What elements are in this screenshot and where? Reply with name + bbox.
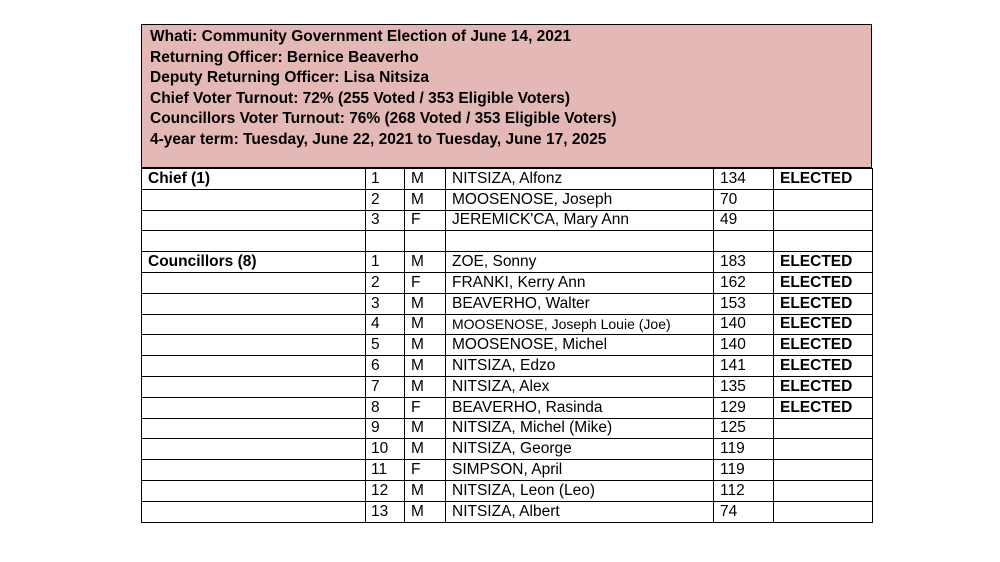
table-row bbox=[142, 252, 873, 273]
table-row bbox=[142, 418, 873, 439]
votes-cell: 125 bbox=[714, 418, 774, 439]
candidate-name-cell: NITSIZA, Alfonz bbox=[446, 169, 714, 190]
votes-cell: 140 bbox=[714, 335, 774, 356]
position-cell bbox=[142, 376, 366, 397]
ballot-number-cell: 2 bbox=[366, 189, 405, 210]
gender-cell: M bbox=[405, 189, 446, 210]
table-row bbox=[142, 356, 873, 377]
votes-cell: 140 bbox=[714, 314, 774, 335]
votes-cell: 141 bbox=[714, 356, 774, 377]
candidate-name-cell: BEAVERHO, Walter bbox=[446, 293, 714, 314]
status-cell: ELECTED bbox=[774, 252, 873, 273]
status-cell: ELECTED bbox=[774, 293, 873, 314]
position-cell bbox=[142, 439, 366, 460]
votes-cell bbox=[714, 231, 774, 252]
status-cell: ELECTED bbox=[774, 376, 873, 397]
gender-cell: F bbox=[405, 397, 446, 418]
gender-cell: F bbox=[405, 210, 446, 231]
table-row bbox=[142, 272, 873, 293]
votes-cell: 119 bbox=[714, 439, 774, 460]
votes-cell: 49 bbox=[714, 210, 774, 231]
election-title: Whati: Community Government Election of June 14, 2021 bbox=[150, 28, 572, 45]
ballot-number-cell: 3 bbox=[366, 293, 405, 314]
votes-cell: 70 bbox=[714, 189, 774, 210]
gender-cell bbox=[405, 231, 446, 252]
candidate-name-cell: NITSIZA, George bbox=[446, 439, 714, 460]
ballot-number-cell: 8 bbox=[366, 397, 405, 418]
election-results-sheet bbox=[141, 24, 872, 523]
gender-cell: M bbox=[405, 376, 446, 397]
gender-cell: M bbox=[405, 418, 446, 439]
table-row bbox=[142, 376, 873, 397]
term-dates: 4-year term: Tuesday, June 22, 2021 to Tuesday, June 17, 2025 bbox=[150, 130, 607, 148]
status-cell bbox=[774, 439, 873, 460]
status-cell bbox=[774, 460, 873, 481]
candidate-name-cell bbox=[446, 231, 714, 252]
position-cell bbox=[142, 480, 366, 501]
returning-officer: Returning Officer: Bernice Beaverho bbox=[150, 48, 419, 66]
results-table bbox=[141, 168, 873, 523]
candidate-name-cell: NITSIZA, Edzo bbox=[446, 356, 714, 377]
table-row bbox=[142, 501, 873, 522]
position-cell bbox=[142, 335, 366, 356]
gender-cell: M bbox=[405, 314, 446, 335]
gender-cell: M bbox=[405, 480, 446, 501]
candidate-name-cell: BEAVERHO, Rasinda bbox=[446, 397, 714, 418]
table-row bbox=[142, 439, 873, 460]
table-row bbox=[142, 397, 873, 418]
table-row bbox=[142, 293, 873, 314]
table-row bbox=[142, 231, 873, 252]
ballot-number-cell: 7 bbox=[366, 376, 405, 397]
deputy-returning-officer: Deputy Returning Officer: Lisa Nitsiza bbox=[150, 69, 430, 86]
election-info-header bbox=[141, 24, 872, 168]
position-cell: Councillors (8) bbox=[142, 252, 366, 273]
position-cell bbox=[142, 397, 366, 418]
position-cell bbox=[142, 210, 366, 231]
ballot-number-cell: 12 bbox=[366, 480, 405, 501]
ballot-number-cell: 6 bbox=[366, 356, 405, 377]
ballot-number-cell: 13 bbox=[366, 501, 405, 522]
position-cell: Chief (1) bbox=[142, 169, 366, 190]
status-cell: ELECTED bbox=[774, 272, 873, 293]
status-cell: ELECTED bbox=[774, 169, 873, 190]
status-cell: ELECTED bbox=[774, 397, 873, 418]
position-cell bbox=[142, 501, 366, 522]
candidate-name-cell: ZOE, Sonny bbox=[446, 252, 714, 273]
candidate-name-cell: MOOSENOSE, Michel bbox=[446, 335, 714, 356]
candidate-name-cell: NITSIZA, Albert bbox=[446, 501, 714, 522]
ballot-number-cell: 1 bbox=[366, 252, 405, 273]
gender-cell: M bbox=[405, 501, 446, 522]
votes-cell: 119 bbox=[714, 460, 774, 481]
votes-cell: 74 bbox=[714, 501, 774, 522]
gender-cell: F bbox=[405, 460, 446, 481]
ballot-number-cell: 2 bbox=[366, 272, 405, 293]
table-row bbox=[142, 480, 873, 501]
position-cell bbox=[142, 231, 366, 252]
table-row bbox=[142, 460, 873, 481]
candidate-name-cell: NITSIZA, Leon (Leo) bbox=[446, 480, 714, 501]
position-cell bbox=[142, 418, 366, 439]
votes-cell: 135 bbox=[714, 376, 774, 397]
chief-voter-turnout: Chief Voter Turnout: 72% (255 Voted / 353 Eligible Voters) bbox=[150, 89, 571, 107]
candidate-name-cell: MOOSENOSE, Joseph bbox=[446, 189, 714, 210]
candidate-name-cell: FRANKI, Kerry Ann bbox=[446, 272, 714, 293]
votes-cell: 162 bbox=[714, 272, 774, 293]
ballot-number-cell: 11 bbox=[366, 460, 405, 481]
gender-cell: F bbox=[405, 272, 446, 293]
ballot-number-cell: 4 bbox=[366, 314, 405, 335]
gender-cell: M bbox=[405, 293, 446, 314]
councillors-voter-turnout: Councillors Voter Turnout: 76% (268 Voted / 353 Eligible Voters) bbox=[150, 110, 617, 127]
votes-cell: 112 bbox=[714, 480, 774, 501]
status-cell: ELECTED bbox=[774, 356, 873, 377]
ballot-number-cell: 1 bbox=[366, 169, 405, 190]
ballot-number-cell bbox=[366, 231, 405, 252]
position-cell bbox=[142, 293, 366, 314]
status-cell bbox=[774, 189, 873, 210]
votes-cell: 153 bbox=[714, 293, 774, 314]
table-row bbox=[142, 335, 873, 356]
votes-cell: 129 bbox=[714, 397, 774, 418]
candidate-name-cell: NITSIZA, Michel (Mike) bbox=[446, 418, 714, 439]
gender-cell: M bbox=[405, 252, 446, 273]
status-cell bbox=[774, 210, 873, 231]
status-cell bbox=[774, 501, 873, 522]
ballot-number-cell: 9 bbox=[366, 418, 405, 439]
gender-cell: M bbox=[405, 439, 446, 460]
status-cell bbox=[774, 418, 873, 439]
table-row bbox=[142, 189, 873, 210]
position-cell bbox=[142, 314, 366, 335]
position-cell bbox=[142, 189, 366, 210]
position-cell bbox=[142, 460, 366, 481]
position-cell bbox=[142, 356, 366, 377]
gender-cell: M bbox=[405, 169, 446, 190]
candidate-name-cell: SIMPSON, April bbox=[446, 460, 714, 481]
ballot-number-cell: 5 bbox=[366, 335, 405, 356]
ballot-number-cell: 3 bbox=[366, 210, 405, 231]
candidate-name-cell: JEREMICK'CA, Mary Ann bbox=[446, 210, 714, 231]
gender-cell: M bbox=[405, 356, 446, 377]
status-cell bbox=[774, 231, 873, 252]
status-cell: ELECTED bbox=[774, 314, 873, 335]
candidate-name-cell: MOOSENOSE, Joseph Louie (Joe) bbox=[446, 314, 714, 335]
table-row bbox=[142, 169, 873, 190]
status-cell bbox=[774, 480, 873, 501]
table-row bbox=[142, 314, 873, 335]
candidate-name-cell: NITSIZA, Alex bbox=[446, 376, 714, 397]
gender-cell: M bbox=[405, 335, 446, 356]
votes-cell: 134 bbox=[714, 169, 774, 190]
position-cell bbox=[142, 272, 366, 293]
table-row bbox=[142, 210, 873, 231]
ballot-number-cell: 10 bbox=[366, 439, 405, 460]
status-cell: ELECTED bbox=[774, 335, 873, 356]
votes-cell: 183 bbox=[714, 252, 774, 273]
